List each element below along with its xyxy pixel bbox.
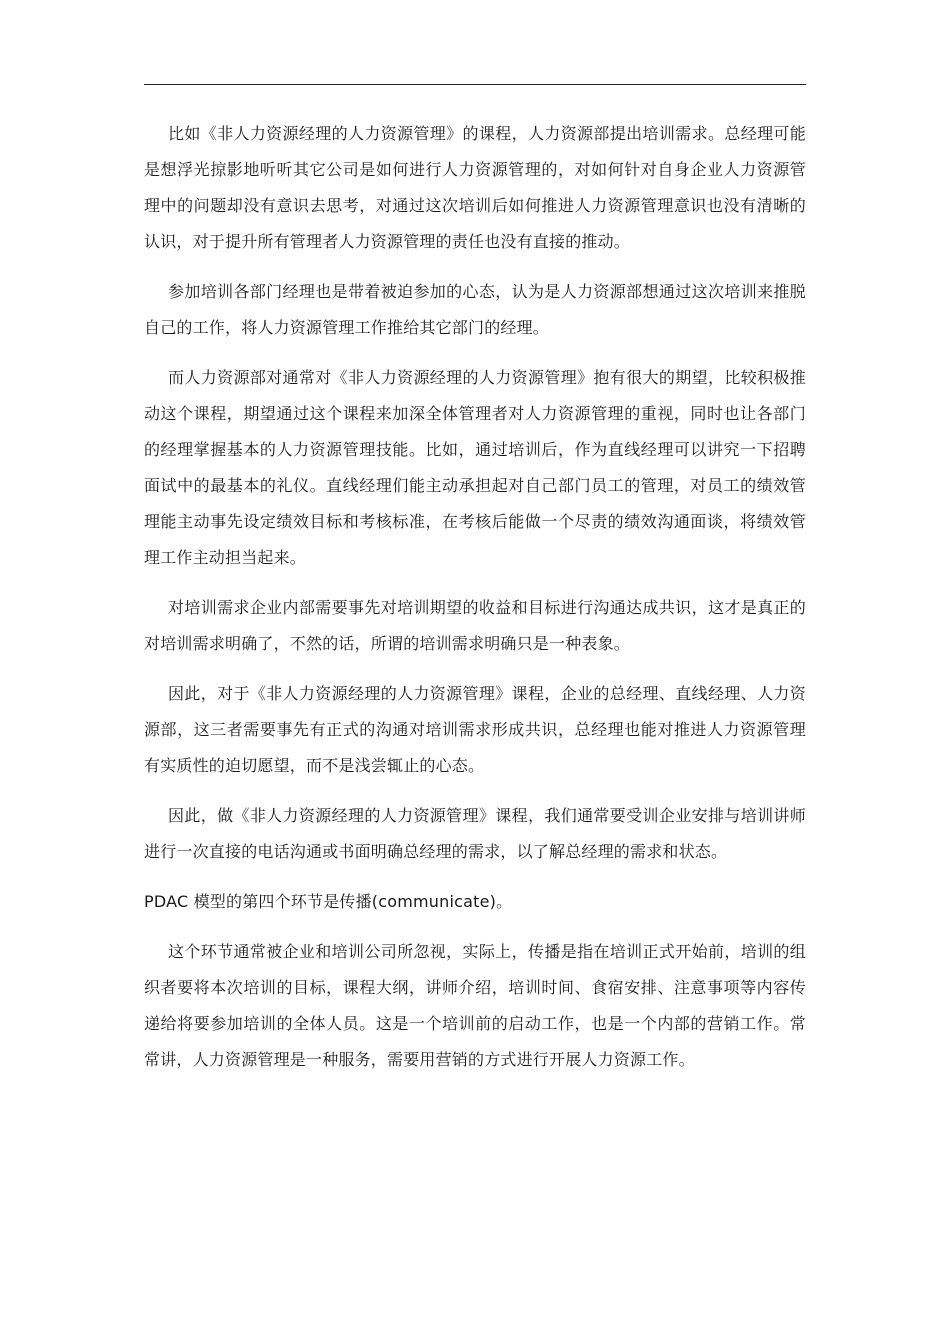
paragraph-hr-expectations: 而人力资源部对通常对《非人力资源经理的人力资源管理》抱有很大的期望，比较积极推动这个课程，期望通过这个课程来加深全体管理者对人力资源管理的重视，同时也让各部门的经理掌握基本的人力资源管理技能。比如，通过培训后，作为直线经理可以讲究一下招聘面试中的最基本的礼仪。直线经理们能主动承担起对自己部门员工的管理，对员工的绩效管理能主动事先设定绩效目标和考核标准，在考核后能做一个尽责的绩效沟通面谈，将绩效管理工作主动担当起来。 xyxy=(144,368,806,567)
paragraph-pdac-heading: PDAC 模型的第四个环节是传播(communicate)。 xyxy=(144,892,513,911)
paragraph-therefore-consensus: 因此，对于《非人力资源经理的人力资源管理》课程，企业的总经理、直线经理、人力资源部，这三者需要事先有正式的沟通对培训需求形成共识，总经理也能对推进人力资源管理有实质性的迫切愿望，而不是浅尝辄止的心态。 xyxy=(144,684,806,775)
paragraph-hr-course-needs: 比如《非人力资源经理的人力资源管理》的课程，人力资源部提出培训需求。总经理可能是想浮光掠影地听听其它公司是如何进行人力资源管理的，对如何针对自身企业人力资源管理中的问题却没有意识去思考，对通过这次培训后如何推进人力资源管理意识也没有清晰的认识，对于提升所有管理者人力资源管理的责任也没有直接的推动。 xyxy=(144,124,806,251)
paragraph-department-managers: 参加培训各部门经理也是带着被迫参加的心态，认为是人力资源部想通过这次培训来推脱自己的工作，将人力资源管理工作推给其它部门的经理。 xyxy=(144,282,806,337)
paragraph-consensus: 对培训需求企业内部需要事先对培训期望的收益和目标进行沟通达成共识，这才是真正的对培训需求明确了，不然的话，所谓的培训需求明确只是一种表象。 xyxy=(144,598,806,653)
paragraph-therefore-communication: 因此，做《非人力资源经理的人力资源管理》课程，我们通常要受训企业安排与培训讲师进行一次直接的电话沟通或书面明确总经理的需求，以了解总经理的需求和状态。 xyxy=(144,806,806,861)
header-rule xyxy=(144,84,806,85)
document-body xyxy=(144,116,806,1092)
paragraph-communicate: 这个环节通常被企业和培训公司所忽视，实际上，传播是指在培训正式开始前，培训的组织者要将本次培训的目标，课程大纲，讲师介绍，培训时间、食宿安排、注意事项等内容传递给将要参加培训的全体人员。这是一个培训前的启动工作，也是一个内部的营销工作。常常讲，人力资源管理是一种服务，需要用营销的方式进行开展人力资源工作。 xyxy=(144,942,806,1069)
